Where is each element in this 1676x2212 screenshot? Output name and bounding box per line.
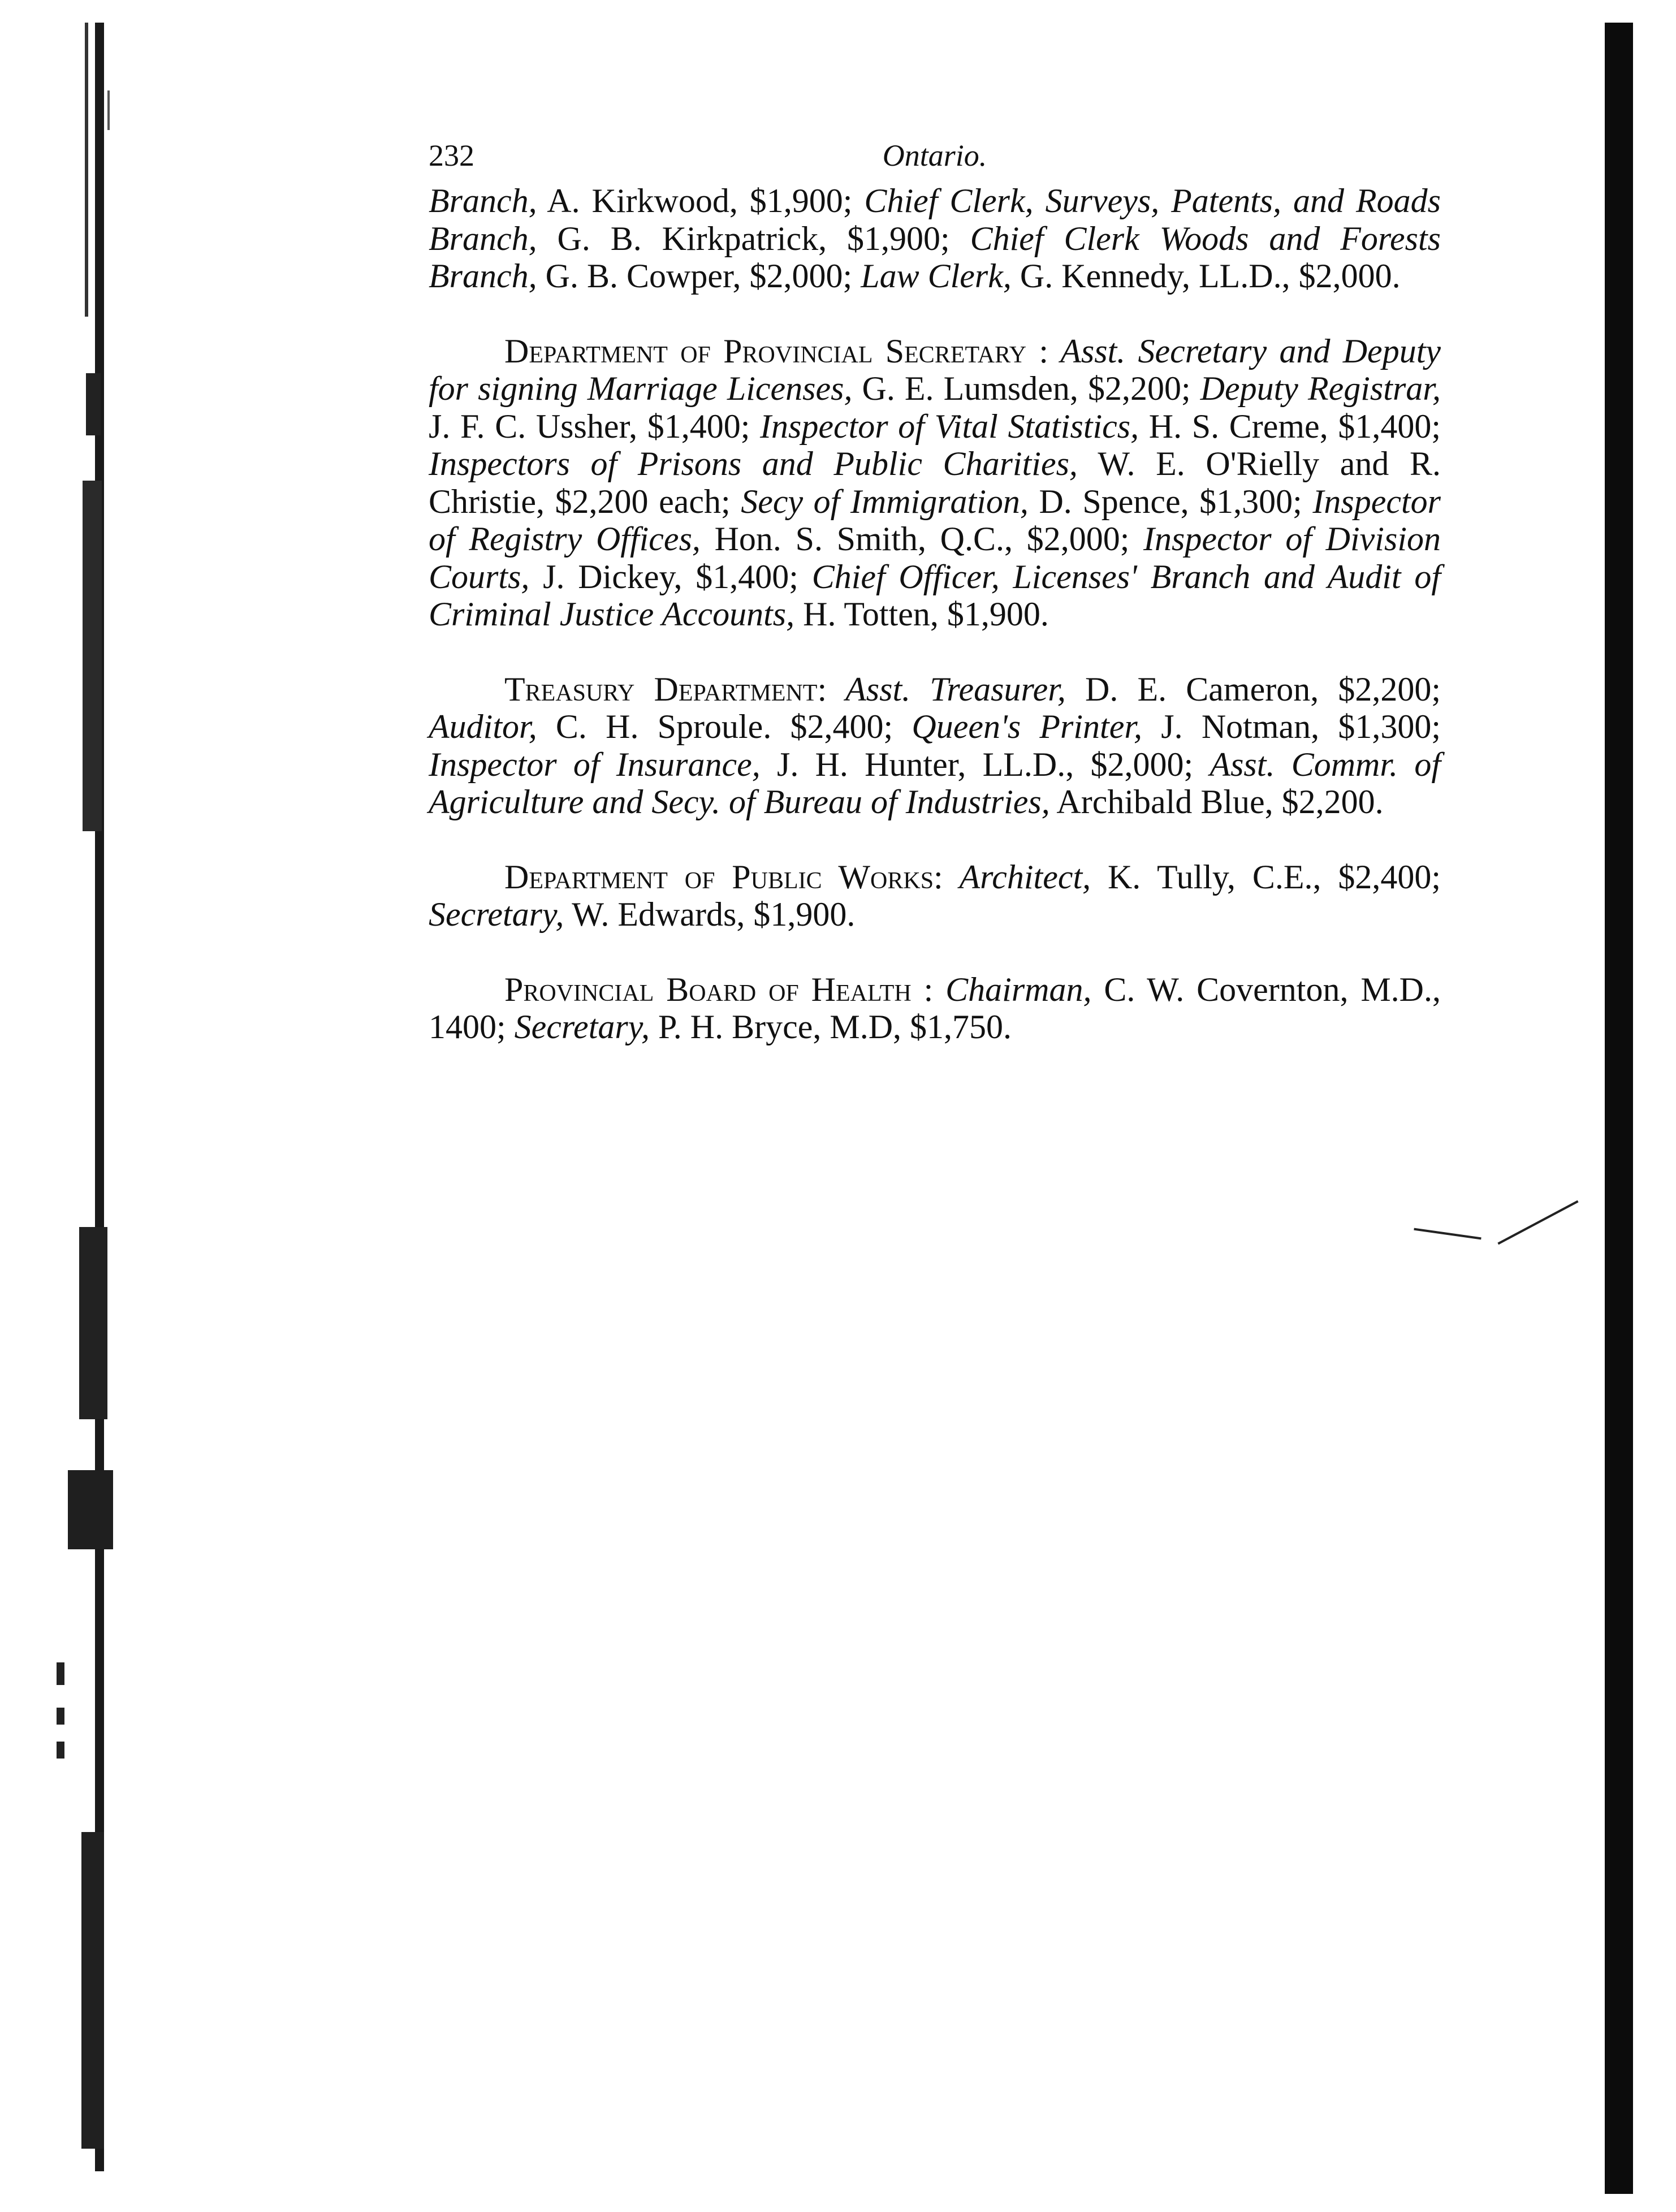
entry-title: Inspector of Vital Statistics, [760,407,1139,445]
book-page [429,130,1441,1046]
entry-title: Asst. Secretary and Deputy for signing Marriage Licenses, [429,332,1441,407]
entry-text: C. H. Sproule. $2,400; [537,708,912,745]
paragraph-board-of-health [429,971,1441,1046]
entry-text: J. H. Hunter, LL.D., $2,000; [760,745,1210,783]
entry-text: W. E. O'Rielly and R. Christie, $2,200 each; [429,445,1441,520]
entry-text: Hon. S. Smith, Q.C., $2,000; [700,520,1144,558]
entry-text: H. Totten, $1,900. [794,595,1049,633]
entry-title: Chief Clerk, Surveys, Patents, and Roads Branch, [429,182,1441,257]
entry-title: Queen's Printer, [912,708,1143,745]
entry-title: Inspector of Insurance, [429,745,761,783]
entry-title: Architect, [943,858,1091,896]
entry-title: Branch, [429,182,537,219]
running-title: Ontario. [882,139,987,172]
entry-text: G. E. Lumsden, $2,200; [852,370,1200,407]
entry-title: Inspector of Division Courts, [429,520,1441,595]
margin-pen-stroke [1497,1200,1578,1245]
entry-title: Asst. Commr. of Agriculture and Secy. of Bureau of Industries, [429,745,1441,820]
margin-pen-stroke [1414,1228,1481,1240]
running-head [429,130,1441,181]
entry-text: P. H. Bryce, M.D, $1,750. [650,1008,1012,1045]
entry-text: J. F. C. Ussher, $1,400; [429,407,761,445]
entry-title: Chief Clerk Woods and Forests Branch, [429,219,1441,295]
paragraph-provincial-secretary [429,332,1441,633]
entry-text: G. B. Cowper, $2,000; [537,257,861,295]
entry-title: Chief Officer, Licenses' Branch and Audit of Criminal Justice Accounts, [429,558,1441,633]
entry-title: Chairman, [933,970,1092,1008]
page-number: 232 [429,139,474,172]
department-heading: Department of Provincial Secretary : [504,332,1049,370]
entry-title: Inspectors of Prisons and Public Charities, [429,445,1078,482]
entry-title: Secretary, [514,1008,650,1045]
entry-title: Auditor, [429,708,537,745]
entry-text: W. Edwards, $1,900. [564,896,856,933]
entry-text: H. S. Creme, $1,400; [1139,407,1441,445]
paragraph-treasury-department [429,671,1441,821]
entry-title: Asst. Treasurer, [827,670,1066,708]
entry-text: Archibald Blue, $2,200. [1049,783,1384,820]
entry-text: D. Spence, $1,300; [1028,482,1313,520]
entry-text: G. Kennedy, LL.D., $2,000. [1011,257,1401,295]
entry-text: J. Notman, $1,300; [1142,708,1441,745]
entry-title: Secy of Immigration, [741,482,1029,520]
department-heading: Provincial Board of Health : [504,970,934,1008]
department-heading: Department of Public Works: [504,858,943,896]
entry-title: Deputy Registrar, [1200,370,1441,407]
entry-text: G. B. Kirkpatrick, $1,900; [537,219,970,257]
paragraph-crown-lands-continued [429,182,1441,295]
entry-title: Secretary, [429,896,564,933]
entry-text: C. W. Covernton, M.D., 1400; [429,970,1441,1045]
entry-text: J. Dickey, $1,400; [529,558,812,595]
entry-text: D. E. Cameron, $2,200; [1065,670,1441,708]
page-edge-shadow [1605,23,1633,2194]
entry-text: K. Tully, C.E., $2,400; [1091,858,1441,896]
entry-title: Law Clerk, [861,257,1012,295]
binding-edge-artifact [45,23,124,2171]
entry-title: Inspector of Registry Offices, [429,482,1441,558]
department-heading: Treasury Department: [504,670,827,708]
entry-text: A. Kirkwood, $1,900; [537,182,865,219]
paragraph-public-works [429,858,1441,934]
